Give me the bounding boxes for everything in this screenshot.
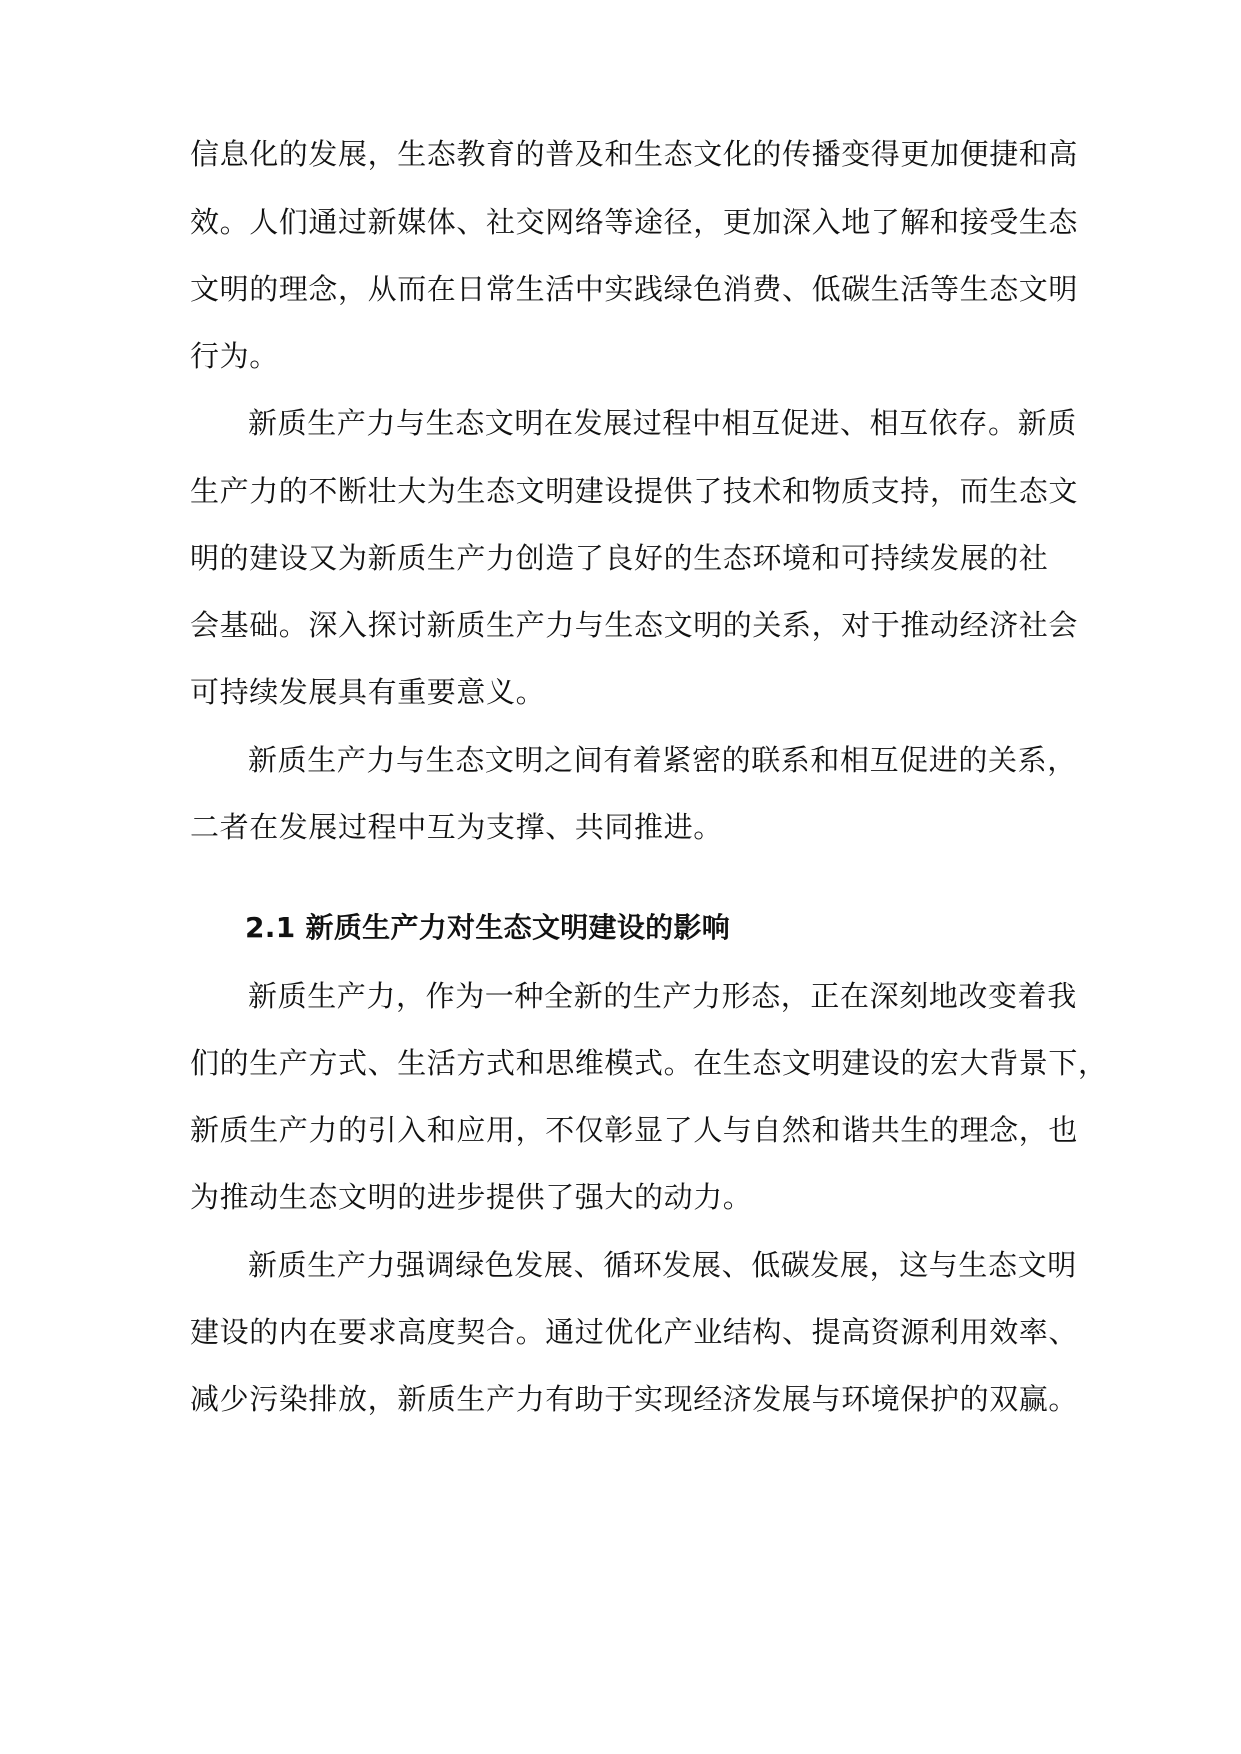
- text-line: 新质生产力与生态文明在发展过程中相互促进、相互依存。新质: [248, 406, 1077, 440]
- section-heading: 2.1 新质生产力对生态文明建设的影响: [245, 911, 731, 944]
- text-line: 可持续发展具有重要意义。: [190, 675, 546, 709]
- text-line: 新质生产力，作为一种全新的生产力形态，正在深刻地改变着我: [248, 979, 1077, 1013]
- text-line: 明的建设又为新质生产力创造了良好的生态环境和可持续发展的社: [190, 541, 1049, 575]
- text-line: 行为。: [190, 339, 279, 373]
- text-line: 生产力的不断壮大为生态文明建设提供了技术和物质支持，而生态文: [190, 474, 1079, 508]
- text-line: 效。人们通过新媒体、社交网络等途径，更加深入地了解和接受生态: [190, 205, 1079, 239]
- text-line: 减少污染排放，新质生产力有助于实现经济发展与环境保护的双赢。: [190, 1382, 1079, 1416]
- text-line: 新质生产力的引入和应用，不仅彰显了人与自然和谐共生的理念，也: [190, 1113, 1079, 1147]
- text-line: 新质生产力强调绿色发展、循环发展、低碳发展，这与生态文明: [248, 1248, 1077, 1282]
- text-line: 们的生产方式、生活方式和思维模式。在生态文明建设的宏大背景下，: [190, 1046, 1108, 1080]
- text-line: 二者在发展过程中互为支撑、共同推进。: [190, 810, 723, 844]
- text-line: 建设的内在要求高度契合。通过优化产业结构、提高资源利用效率、: [190, 1315, 1079, 1349]
- text-line: 信息化的发展，生态教育的普及和生态文化的传播变得更加便捷和高: [190, 137, 1079, 171]
- text-line: 新质生产力与生态文明之间有着紧密的联系和相互促进的关系，: [248, 743, 1077, 777]
- text-line: 文明的理念，从而在日常生活中实践绿色消费、低碳生活等生态文明: [190, 272, 1079, 306]
- text-line: 为推动生态文明的进步提供了强大的动力。: [190, 1180, 753, 1214]
- text-line: 会基础。深入探讨新质生产力与生态文明的关系，对于推动经济社会: [190, 608, 1079, 642]
